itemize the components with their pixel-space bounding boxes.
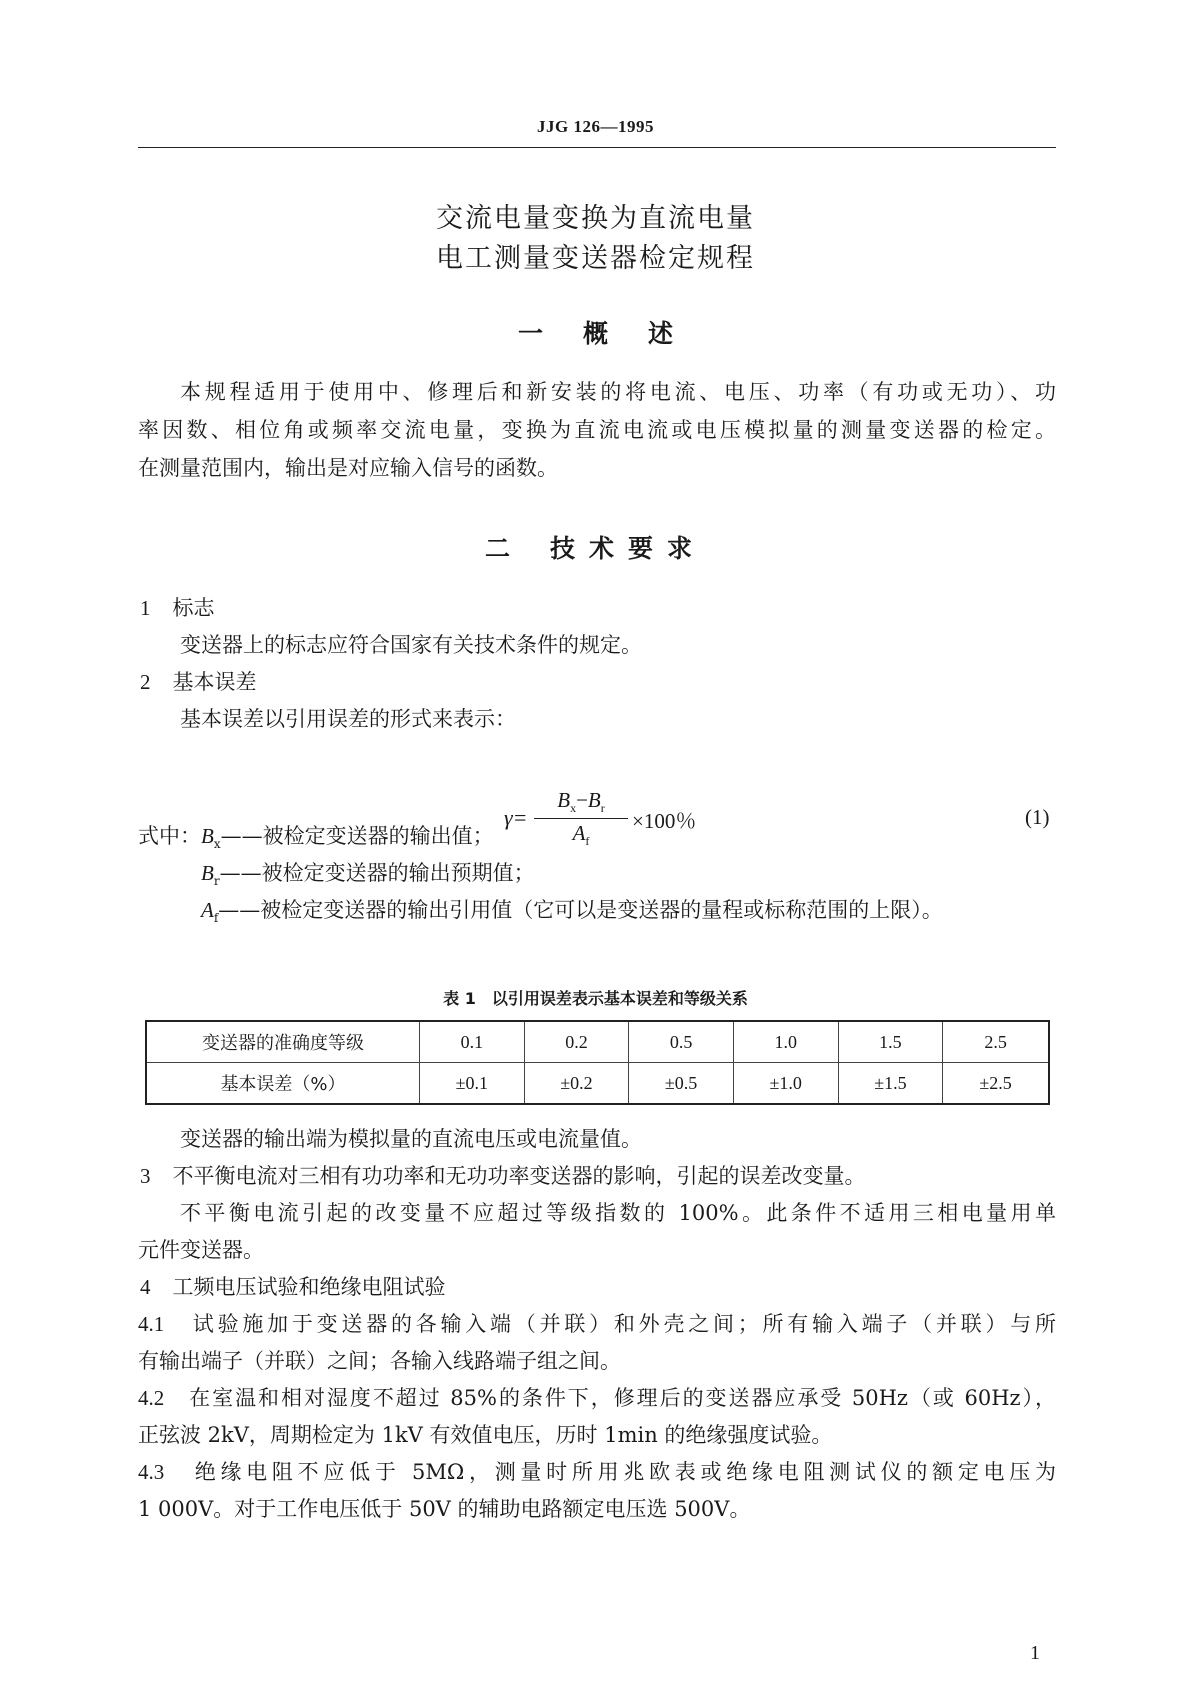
section-name: 技术要求 xyxy=(550,534,707,563)
item-1-heading xyxy=(140,592,215,622)
table-cell: 0.1 xyxy=(420,1021,525,1063)
section-name-part1: 概 xyxy=(582,319,608,348)
formula-tail: ×100％ xyxy=(632,809,697,833)
page-number: 1 xyxy=(1030,1642,1040,1664)
overview-paragraph-line1: 本规程适用于使用中、修理后和新安装的将电流、电压、功率（有功或无功）、功 xyxy=(180,380,1056,404)
after-table-text: 变送器的输出端为模拟量的直流电压或电流量值。 xyxy=(180,1127,642,1151)
table-cell: ±2.5 xyxy=(943,1063,1049,1105)
item-title: 标志 xyxy=(172,596,215,620)
table-cell: 1.5 xyxy=(838,1021,943,1063)
item-3-text-line2: 元件变送器。 xyxy=(138,1238,264,1262)
formula-denominator: $A_f$ xyxy=(572,821,590,849)
header-rule xyxy=(138,147,1056,148)
subsection-4-3-line1: 4.3 绝缘电阻不应低于 5MΩ，测量时所用兆欧表或绝缘电阻测试仪的额定电压为 xyxy=(138,1460,1057,1484)
definition-br: $B_r——$被检定变送器的输出预期值； xyxy=(201,861,535,889)
table-row xyxy=(146,1021,1049,1063)
table-row-header: 变送器的准确度等级 xyxy=(146,1021,420,1063)
table-cell: 2.5 xyxy=(943,1021,1049,1063)
table-row xyxy=(146,1063,1049,1105)
document-title-line1: 交流电量变换为直流电量 xyxy=(436,203,755,234)
item-2-heading xyxy=(140,666,257,696)
section-heading-overview xyxy=(0,314,1191,350)
table-cell: ±1.5 xyxy=(838,1063,943,1105)
section-name-part2: 述 xyxy=(648,319,674,348)
item-title: 不平衡电流对三相有功功率和无功功率变送器的影响，引起的误差改变量。 xyxy=(172,1164,866,1188)
item-3-text-line1: 不平衡电流引起的改变量不应超过等级指数的 100%。此条件不适用三相电量用单 xyxy=(180,1201,1056,1225)
table-cell: 1.0 xyxy=(733,1021,838,1063)
document-title-line2: 电工测量变送器检定规程 xyxy=(436,243,755,274)
item-title: 基本误差 xyxy=(172,670,257,694)
table-cell: ±0.5 xyxy=(629,1063,734,1105)
table-cell: ±0.1 xyxy=(420,1063,525,1105)
definition-af: $A_f——$被检定变送器的输出引用值（它可以是变送器的量程或标称范围的上限）。 xyxy=(201,898,943,926)
section-number: 一 xyxy=(517,319,543,348)
section-number: 二 xyxy=(484,534,510,563)
overview-paragraph-line2: 率因数、相位角或频率交流电量，变换为直流电流或电压模拟量的测量变送器的检定。 xyxy=(138,418,1056,442)
subsection-4-2-line1: 4.2 在室温和相对湿度不超过 85%的条件下，修理后的变送器应承受 50Hz（或 60Hz）， xyxy=(138,1386,1057,1410)
table-cell: 0.5 xyxy=(629,1021,734,1063)
item-number: 2 xyxy=(140,670,151,694)
subsection-4-1-line1: 4.1 试验施加于变送器的各输入端（并联）和外壳之间；所有输入端子（并联）与所 xyxy=(138,1312,1057,1336)
definition-bx: 式中：$B_x——$被检定变送器的输出值； xyxy=(138,824,494,852)
table-cell: ±0.2 xyxy=(524,1063,629,1105)
section-heading-technical-requirements xyxy=(0,529,1191,565)
formula-lhs: γ= xyxy=(504,805,528,830)
item-number: 1 xyxy=(140,596,151,620)
subsection-4-2-line2: 正弦波 2kV，周期检定为 1kV 有效值电压，历时 1min 的绝缘强度试验。 xyxy=(138,1423,833,1447)
item-number: 3 xyxy=(140,1164,151,1188)
subsection-4-1-line2: 有输出端子（并联）之间；各输入线路端子组之间。 xyxy=(138,1349,621,1373)
overview-paragraph-line3: 在测量范围内，输出是对应输入信号的函数。 xyxy=(138,456,558,480)
equation-number: (1) xyxy=(1025,805,1050,829)
item-title: 工频电压试验和绝缘电阻试验 xyxy=(172,1275,446,1299)
formula-fraction xyxy=(534,788,628,849)
table-caption: 表 1 以引用误差表示基本误差和等级关系 xyxy=(443,989,748,1008)
formula-numerator: $B_x-B_r$ xyxy=(534,788,628,819)
subsection-4-3-line2: 1 000V。对于工作电压低于 50V 的辅助电路额定电压选 500V。 xyxy=(138,1497,751,1521)
accuracy-class-table xyxy=(145,1020,1050,1105)
item-4-heading xyxy=(140,1271,446,1301)
item-number: 4 xyxy=(140,1275,151,1299)
item-3-heading xyxy=(140,1160,866,1190)
standard-code-header: JJG 126—1995 xyxy=(537,117,654,136)
table-cell: 0.2 xyxy=(524,1021,629,1063)
table-cell: ±1.0 xyxy=(733,1063,838,1105)
item-2-text: 基本误差以引用误差的形式来表示： xyxy=(180,707,516,731)
table-row-header: 基本误差（%） xyxy=(146,1063,420,1105)
item-1-text: 变送器上的标志应符合国家有关技术条件的规定。 xyxy=(180,633,642,657)
